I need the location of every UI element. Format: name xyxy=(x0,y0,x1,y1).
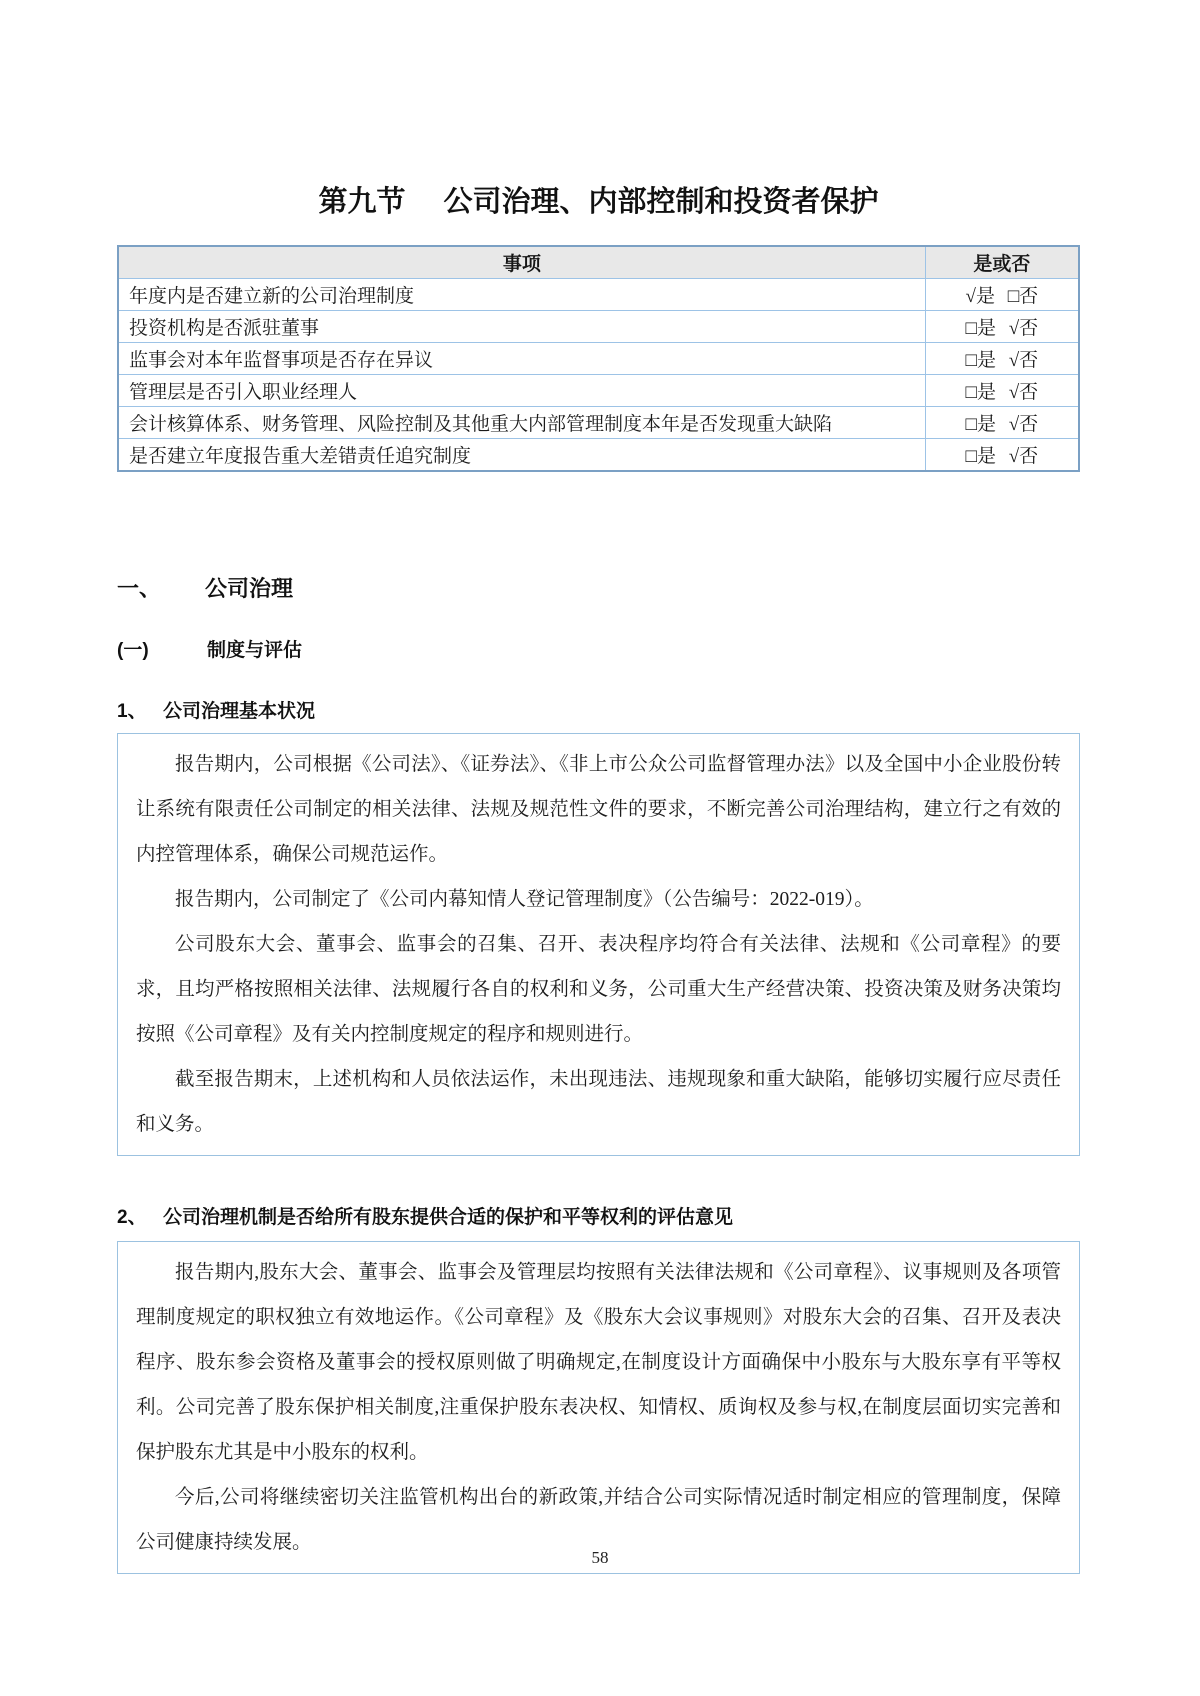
heading-text: 公司治理 xyxy=(205,576,294,601)
table-header-row xyxy=(118,246,1079,279)
heading-shareholder-protection-evaluation xyxy=(117,1202,1080,1229)
item-cell: 是否建立年度报告重大差错责任追究制度 xyxy=(118,439,925,472)
paragraph: 报告期内，公司制定了《公司内幕知情人登记管理制度》（公告编号：2022-019）。 xyxy=(175,889,874,910)
item-cell: 投资机构是否派驻董事 xyxy=(118,311,925,343)
item-cell: 年度内是否建立新的公司治理制度 xyxy=(118,279,925,311)
shareholder-protection-textbox xyxy=(117,1241,1080,1574)
governance-status-textbox xyxy=(117,733,1080,1156)
heading-number: 一、 xyxy=(117,576,162,601)
item-cell: 会计核算体系、财务管理、风险控制及其他重大内部管理制度本年是否发现重大缺陷 xyxy=(118,407,925,439)
paragraph: 截至报告期末，上述机构和人员依法运作，未出现违法、违规现象和重大缺陷，能够切实履行应尽责任和义务。 xyxy=(136,1069,1061,1135)
table-row xyxy=(118,407,1079,439)
heading-number: 2、 xyxy=(117,1207,147,1228)
table-row xyxy=(118,311,1079,343)
heading-governance-basic-status xyxy=(117,696,1080,723)
heading-text: 制度与评估 xyxy=(207,640,303,661)
governance-checklist-table xyxy=(117,245,1080,472)
heading-number: (一) xyxy=(117,640,149,661)
heading-system-and-evaluation xyxy=(117,635,1080,662)
paragraph: 公司股东大会、董事会、监事会的召集、召开、表决程序均符合有关法律、法规和《公司章程》的要求，且均严格按照相关法律、法规履行各自的权利和义务，公司重大生产经营决策、投资决策及财务决策均按照《公司章程》及有关内控制度规定的程序和规则进行。 xyxy=(136,934,1061,1045)
table-row xyxy=(118,439,1079,472)
paragraph: 报告期内，公司根据《公司法》、《证券法》、《非上市公众公司监督管理办法》以及全国中小企业股份转让系统有限责任公司制定的相关法律、法规及规范性文件的要求，不断完善公司治理结构，建立行之有效的内控管理体系，确保公司规范运作。 xyxy=(136,754,1061,865)
section-number: 第九节 xyxy=(318,186,406,218)
paragraph: 报告期内,股东大会、董事会、监事会及管理层均按照有关法律法规和《公司章程》、议事规则及各项管理制度规定的职权独立有效地运作。《公司章程》及《股东大会议事规则》对股东大会的召集、召开及表决程序、股东参会资格及董事会的授权原则做了明确规定,在制度设计方面确保中小股东与大股东享有平等权利。公司完善了股东保护相关制度,注重保护股东表决权、知情权、质询权及参与权,在制度层面切实完善和保护股东尤其是中小股东的权利。 xyxy=(136,1262,1061,1463)
item-cell: 管理层是否引入职业经理人 xyxy=(118,375,925,407)
heading-corporate-governance xyxy=(117,572,1080,603)
heading-number: 1、 xyxy=(117,701,147,722)
heading-text: 公司治理机制是否给所有股东提供合适的保护和平等权利的评估意见 xyxy=(163,1207,734,1228)
item-cell: 监事会对本年监督事项是否存在异议 xyxy=(118,343,925,375)
answer-cell: □是 √否 xyxy=(925,407,1079,439)
answer-cell: □是 √否 xyxy=(925,439,1079,472)
section-title-text: 公司治理、内部控制和投资者保护 xyxy=(443,186,879,218)
page-number: 58 xyxy=(591,1548,609,1567)
answer-cell: □是 √否 xyxy=(925,343,1079,375)
table-row xyxy=(118,375,1079,407)
paragraph: 今后,公司将继续密切关注监管机构出台的新政策,并结合公司实际情况适时制定相应的管理制度，保障公司健康持续发展。 xyxy=(136,1487,1061,1553)
answer-cell: √是 □否 xyxy=(925,279,1079,311)
table-row xyxy=(118,343,1079,375)
answer-cell: □是 √否 xyxy=(925,375,1079,407)
answer-cell: □是 √否 xyxy=(925,311,1079,343)
heading-text: 公司治理基本状况 xyxy=(163,701,316,722)
page-title xyxy=(117,186,1080,218)
item-column-header: 事项 xyxy=(118,246,925,279)
yesno-column-header: 是或否 xyxy=(925,246,1079,279)
table-row xyxy=(118,279,1079,311)
